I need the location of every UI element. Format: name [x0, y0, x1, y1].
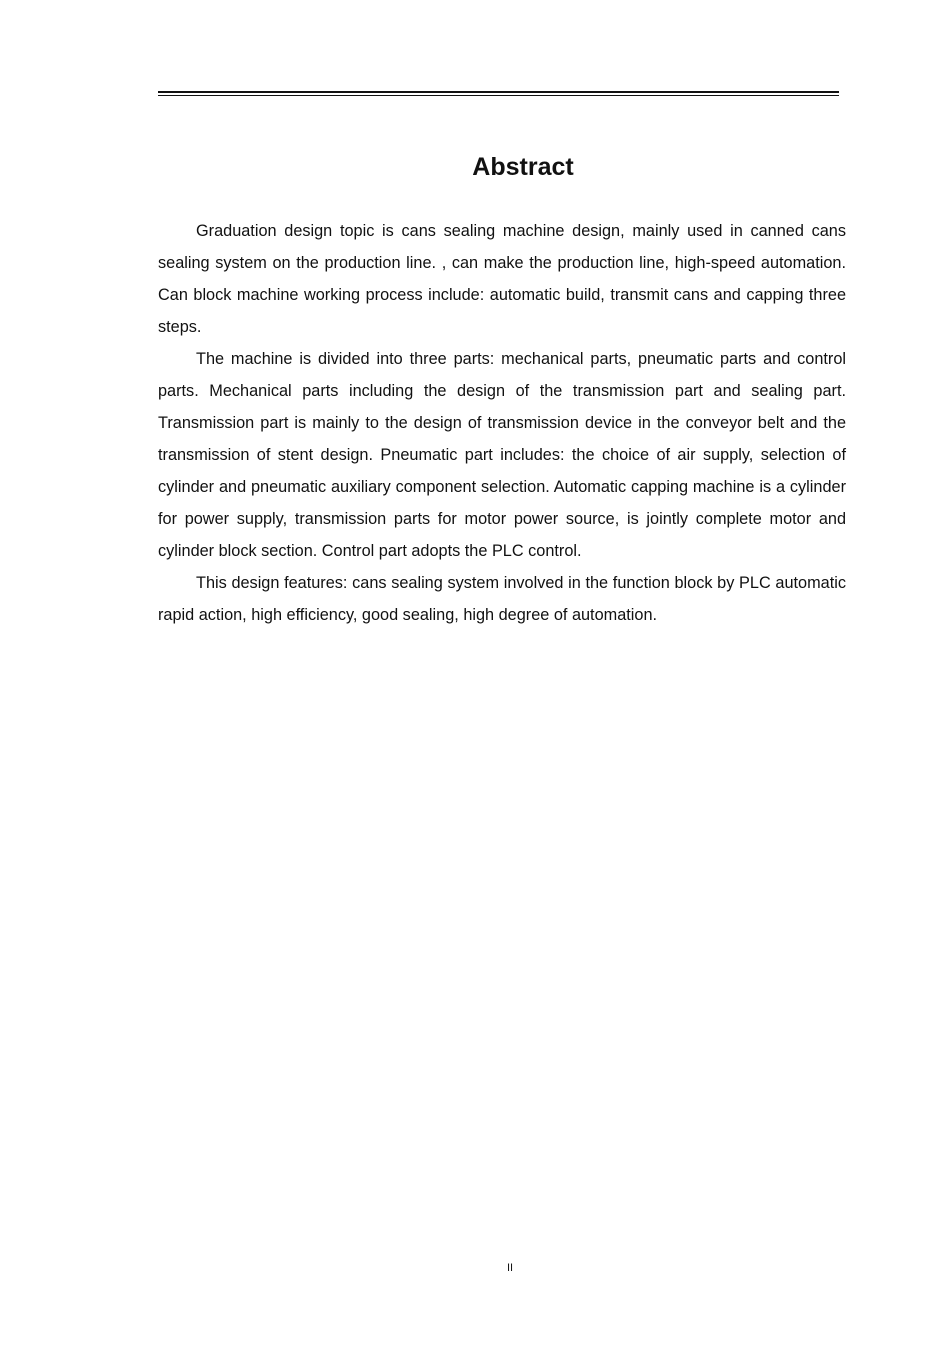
- header-double-rule: [158, 91, 839, 96]
- abstract-paragraph-1: Graduation design topic is cans sealing machine design, mainly used in canned cans sealing system on the production line. , can make the production line, high-speed automation. Can block machine working process include: automatic build, transmit cans and capping three steps.: [158, 222, 846, 336]
- abstract-body: [158, 215, 846, 631]
- header-rule-thick: [158, 91, 839, 93]
- abstract-title: Abstract: [472, 153, 574, 181]
- abstract-paragraph-3: This design features: cans sealing system involved in the function block by PLC automatic rapid action, high efficiency, good sealing, high degree of automation.: [158, 574, 846, 624]
- page-number: II: [506, 1262, 514, 1274]
- abstract-paragraph-2: The machine is divided into three parts: mechanical parts, pneumatic parts and control parts. Mechanical parts including the design of the transmission part and sealing part. Transmission part is mainly to the design of transmission device in the conveyor belt and the transmission of stent design. Pneumatic part includes: the choice of air supply, selection of cylinder and pneumatic auxiliary component selection. Automatic capping machine is a cylinder for power supply, transmission parts for motor power source, is jointly complete motor and cylinder block section. Control part adopts the PLC control.: [158, 350, 846, 560]
- header-rule-thin: [158, 95, 839, 96]
